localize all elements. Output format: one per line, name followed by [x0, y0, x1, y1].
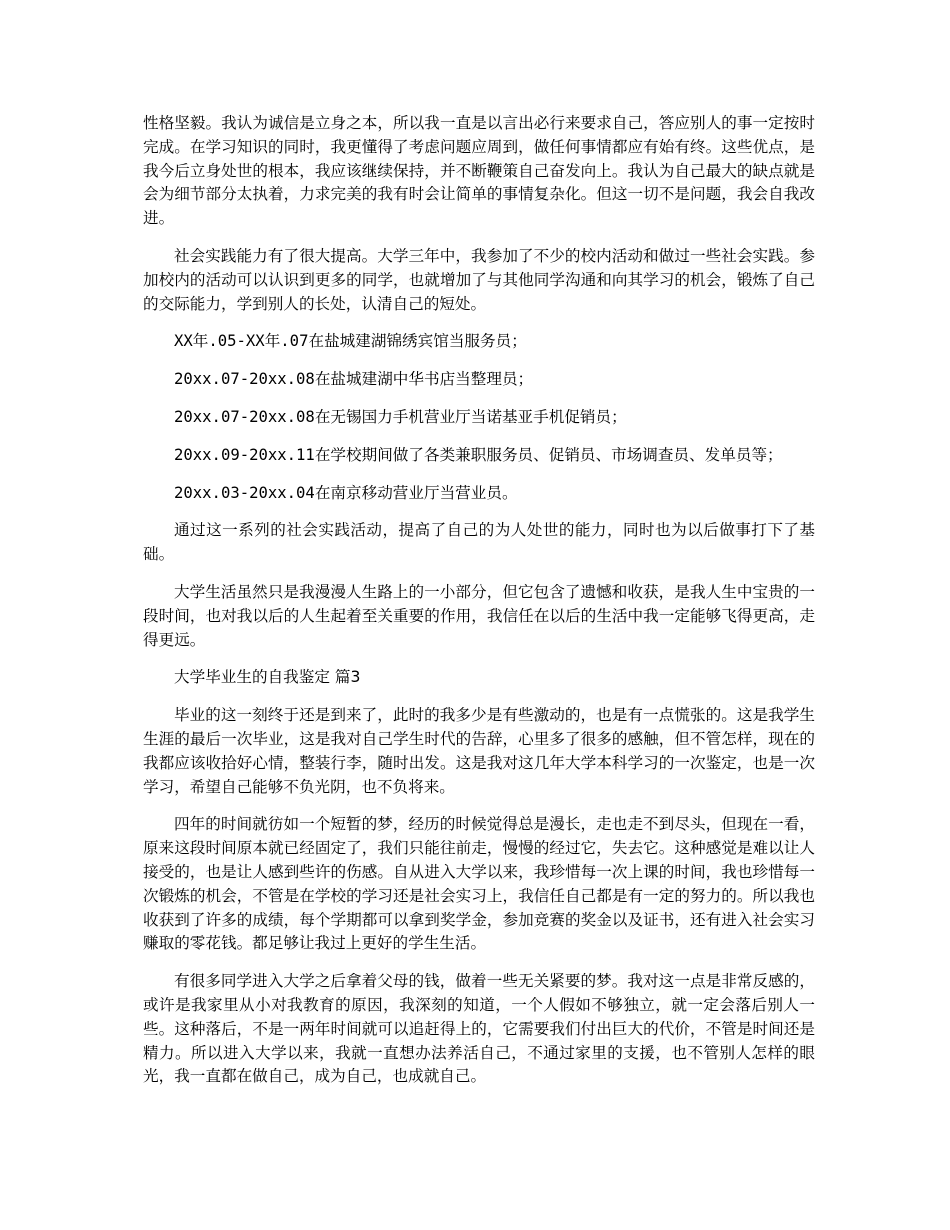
experience-item-4 — [143, 444, 815, 468]
experience-description: 在盐城建湖中华书店当整理员； — [314, 370, 534, 389]
experience-date: XX年.05-XX年.07 — [174, 332, 309, 351]
paragraph-graduation: 毕业的这一刻终于还是到来了，此时的我多少是有些激动的，也是有一点慌张的。这是我学生生涯的最后一次毕业，这是我对自己学生时代的告辞，心里多了很多的感触，但不管怎样，现在的我都应该收拾好心情，整装行李，随时出发。这是我对这几年大学本科学习的一次鉴定，也是一次学习，希望自己能够不负光阴，也不负将来。 — [143, 706, 815, 796]
experience-date: 20xx.07-20xx.08 — [174, 370, 315, 389]
paragraph-personality: 性格坚毅。我认为诚信是立身之本，所以我一直是以言出必行来要求自己，答应别人的事一定按时完成。在学习知识的同时，我更懂得了考虑问题应周到，做任何事情都应有始有终。这些优点，是我今后立身处世的根本，我应该继续保持，并不断鞭策自己奋发向上。我认为自己最大的缺点就是会为细节部分太执着，力求完美的我有时会让简单的事情复杂化。但这一切不是问题，我会自我改进。 — [143, 114, 815, 228]
paragraph-practice-summary: 通过这一系列的社会实践活动，提高了自己的为人处世的能力，同时也为以后做事打下了基础。 — [143, 521, 815, 564]
experience-description: 在学校期间做了各类兼职服务员、促销员、市场调查员、发单员等； — [314, 445, 783, 464]
experience-item-1 — [143, 330, 815, 354]
experience-description: 在无锡国力手机营业厅当诺基亚手机促销员； — [314, 407, 627, 426]
experience-date: 20xx.03-20xx.04 — [174, 483, 315, 502]
experience-item-2 — [143, 368, 815, 392]
experience-item-5 — [143, 482, 815, 506]
paragraph-college-life: 大学生活虽然只是我漫漫人生路上的一小部分，但它包含了遗憾和收获，是我人生中宝贵的一段时间，也对我以后的人生起着至关重要的作用，我信任在以后的生活中我一定能够飞得更高，走得更远。 — [143, 582, 815, 649]
experience-date: 20xx.07-20xx.08 — [174, 407, 315, 426]
experience-date: 20xx.09-20xx.11 — [174, 445, 315, 464]
experience-item-3 — [143, 406, 815, 430]
experience-description: 在南京移动营业厅当营业员。 — [314, 483, 518, 502]
paragraph-social-practice: 社会实践能力有了很大提高。大学三年中，我参加了不少的校内活动和做过一些社会实践。参加校内的活动可以认识到更多的同学，也就增加了与其他同学沟通和向其学习的机会，锻炼了自己的交际能力，学到别人的长处，认清自己的短处。 — [143, 246, 815, 313]
paragraph-independence: 有很多同学进入大学之后拿着父母的钱，做着一些无关紧要的梦。我对这一点是非常反感的，或许是我家里从小对我教育的原因，我深刻的知道，一个人假如不够独立，就一定会落后别人一些。这种落后，不是一两年时间就可以追赶得上的，它需要我们付出巨大的代价，不管是时间还是精力。所以进入大学以来，我就一直想办法养活自己，不通过家里的支援，也不管别人怎样的眼光，我一直都在做自己，成为自己，也成就自己。 — [143, 972, 815, 1086]
document-page — [143, 112, 815, 1103]
paragraph-four-years: 四年的时间就彷如一个短暂的梦，经历的时候觉得总是漫长，走也走不到尽头，但现在一看，原来这段时间原本就已经固定了，我们只能往前走，慢慢的经过它，失去它。这种感觉是难以让人接受的，也是让人感到些许的伤感。自从进入大学以来，我珍惜每一次上课的时间，我也珍惜每一次锻炼的机会，不管是在学校的学习还是社会实习上，我信任自己都是有一定的努力的。所以我也收获到了许多的成绩，每个学期都可以拿到奖学金，参加竞赛的奖金以及证书，还有进入社会实习赚取的零花钱。都足够让我过上更好的学生生活。 — [143, 815, 815, 953]
experience-description: 在盐城建湖锦绣宾馆当服务员； — [308, 332, 527, 351]
section-title: 大学毕业生的自我鉴定 篇3 — [174, 668, 361, 687]
